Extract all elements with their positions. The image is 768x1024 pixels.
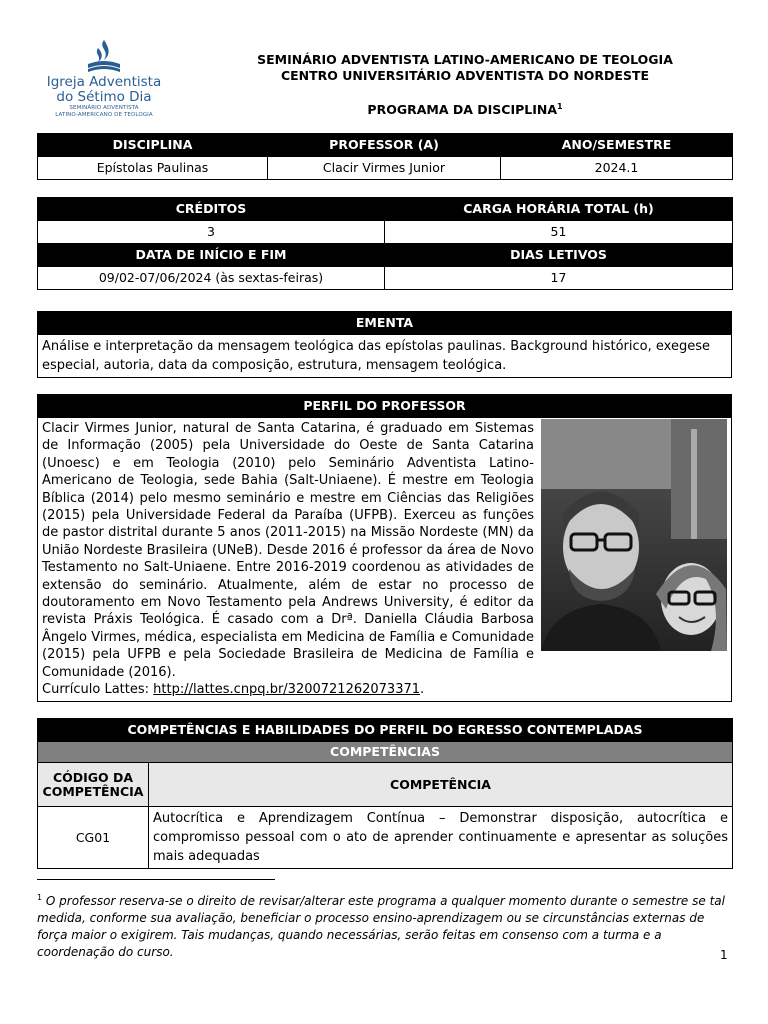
institution-line-1: SEMINÁRIO ADVENTISTA LATINO-AMERICANO DE TEOLOGIA — [257, 52, 673, 67]
competencia-column-header: COMPETÊNCIA — [149, 763, 733, 807]
professor-header: PROFESSOR (A) — [268, 134, 501, 157]
carga-horaria-value: 51 — [385, 221, 733, 244]
competencias-subtitle: COMPETÊNCIAS — [38, 742, 733, 763]
church-logo — [38, 38, 170, 124]
footnote-text: O professor reserva-se o direito de revisar/alterar este programa a qualquer momento durante o semestre se tal medida, conforme sua avaliação, beneficiar o processo ensino-aprendizagem ou se circunstâncias externas de força maior o exigirem. Tais mudanças, quando necessárias, serão feitas em consenso com a turma e a coordenação do curso. — [37, 894, 725, 959]
professor-value: Clacir Virmes Junior — [268, 157, 501, 180]
lattes-link[interactable]: http://lattes.cnpq.br/3200721262073371 — [153, 682, 421, 698]
ano-semestre-header: ANO/SEMESTRE — [501, 134, 733, 157]
logo-line-4: LATINO-AMERICANO DE TEOLOGIA — [55, 112, 153, 118]
perfil-table — [37, 394, 732, 702]
disciplina-header: DISCIPLINA — [38, 134, 268, 157]
disciplina-value: Epístolas Paulinas — [38, 157, 268, 180]
perfil-body — [38, 418, 732, 702]
ano-semestre-value: 2024.1 — [501, 157, 733, 180]
professor-photo — [541, 419, 727, 651]
institution-line-2: CENTRO UNIVERSITÁRIO ADVENTISTA DO NORDESTE — [280, 68, 650, 83]
datas-header: DATA DE INÍCIO E FIM — [38, 244, 385, 267]
datas-value: 09/02-07/06/2024 (às sextas-feiras) — [38, 267, 385, 290]
ementa-header: EMENTA — [38, 312, 732, 335]
page-number: 1 — [720, 948, 728, 962]
logo-line-2: do Sétimo Dia — [56, 89, 152, 105]
creditos-header: CRÉDITOS — [38, 198, 385, 221]
footnote — [37, 889, 737, 961]
footnote-divider — [37, 879, 275, 880]
table-row — [38, 807, 733, 869]
logo-line-3: SEMINÁRIO ADVENTISTA — [69, 105, 139, 111]
ementa-table — [37, 311, 732, 378]
logo-line-1: Igreja Adventista — [46, 74, 162, 90]
competencia-code: CG01 — [38, 807, 149, 869]
code-column-header: CÓDIGO DA COMPETÊNCIA — [38, 763, 149, 807]
creditos-value: 3 — [38, 221, 385, 244]
competencia-text: Autocrítica e Aprendizagem Contínua – Demonstrar disposição, autocrítica e compromisso pessoal com o ato de aprender continuamente e apresentar as soluções mais adequadas — [149, 807, 733, 869]
competencias-title: COMPETÊNCIAS E HABILIDADES DO PERFIL DO EGRESSO CONTEMPLADAS — [38, 719, 733, 742]
dias-letivos-header: DIAS LETIVOS — [385, 244, 733, 267]
bio-text: Clacir Virmes Junior, natural de Santa Catarina, é graduado em Sistemas de Informação (2005) pela Universidade do Oeste de Santa Catarina (Unoesc) e em Teologia (2010) pelo Seminário Adventista Latino-Americano de Teologia, sede Bahia (Salt-Uniaene). É mestre em Teologia Bíblica (2014) pelo mesmo seminário e mestre em Ciências das Religiões (2015) pela Universidade Federal da Paraíba (UFPB). Exerceu as funções de pastor distrital durante 5 anos (2011-2015) na Missão Nordeste (MN) da União Nordeste Brasileira (UNeB). Desde 2016 é professor da área de Novo Testamento no Salt-Uniaene. Entre 2016-2019 coordenou as atividades de extensão do seminário. Atualmente, além de estar no processo de doutoramento em Novo Testamento pela Andrews University, é editor da revista Práxis Teológica. É casado com a Drª. Daniella Cláudia Barbosa Ângelo Virmes, médica, especialista em Medicina de Família e Comunidade (2015) pela UFPB e pela Sociedade Brasileira de Medicina de Família e Comunidade (2016). — [42, 421, 534, 680]
title-footnote-mark: 1 — [557, 102, 563, 111]
lattes-end: . — [420, 682, 425, 698]
footnote-mark: 1 — [37, 893, 43, 902]
dias-letivos-value: 17 — [385, 267, 733, 290]
document-title — [180, 99, 750, 118]
flame-book-logo-icon — [84, 38, 124, 74]
professor-bio — [38, 418, 538, 701]
lattes-label: Currículo Lattes: — [42, 682, 154, 698]
document-title-text: PROGRAMA DA DISCIPLINA — [367, 102, 558, 118]
competencias-table — [37, 718, 733, 869]
carga-horaria-header: CARGA HORÁRIA TOTAL (h) — [385, 198, 733, 221]
ementa-text: Análise e interpretação da mensagem teológica das epístolas paulinas. Background histórico, exegese especial, autoria, data da composição, estrutura, mensagem teológica. — [38, 335, 732, 378]
perfil-header: PERFIL DO PROFESSOR — [38, 395, 732, 418]
discipline-table — [37, 133, 733, 180]
workload-table — [37, 197, 733, 290]
